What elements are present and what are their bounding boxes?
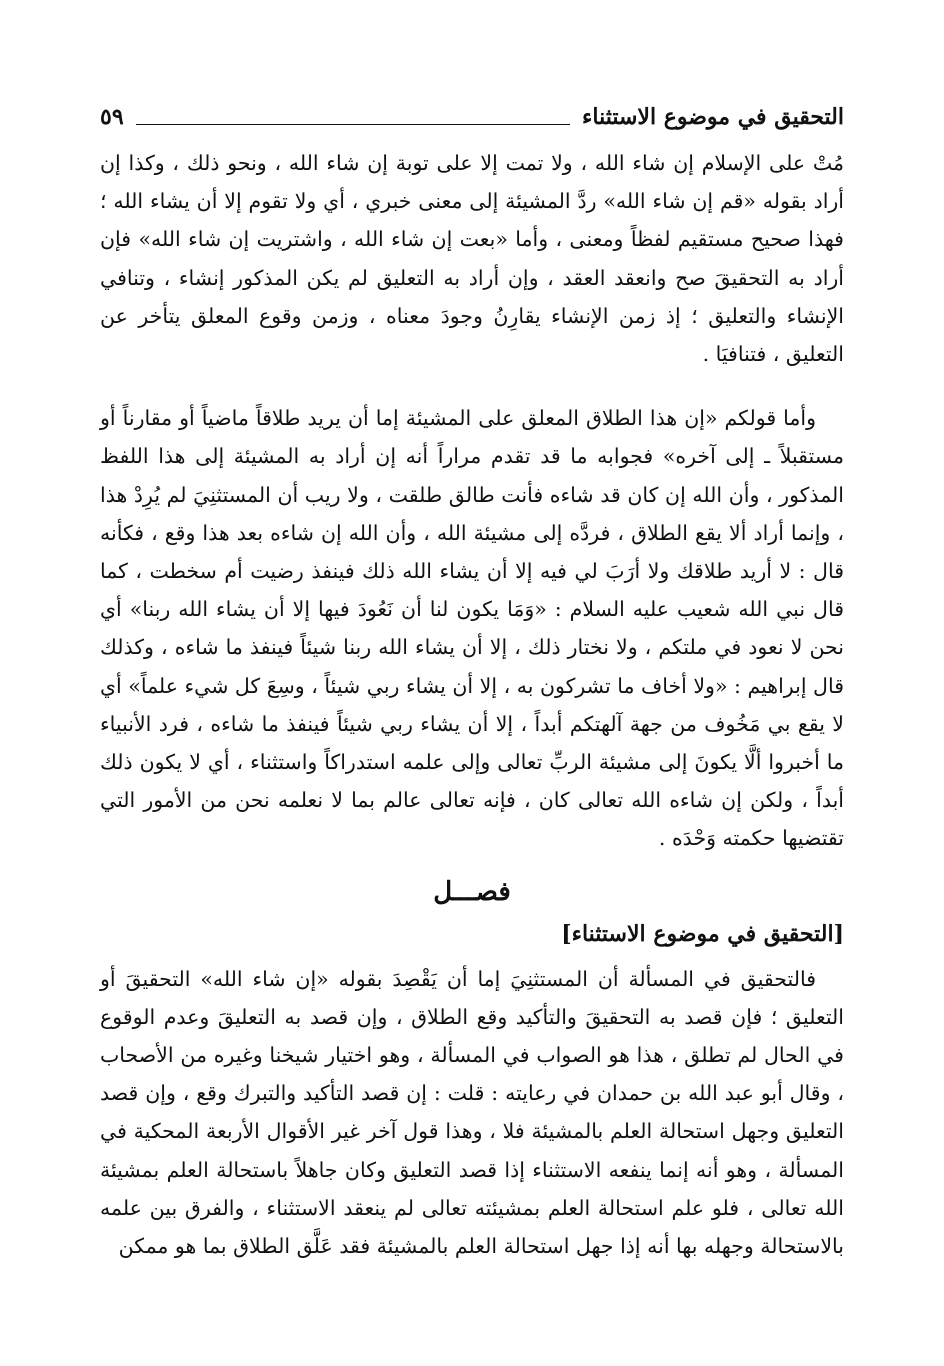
paragraph: مُتْ على الإسلام إن شاء الله ، ولا تمت إلا على توبة إن شاء الله ، ونحو ذلك ، وكذا إن أراد بقوله «قم إن شاء الله» ردَّ المشيئة إلى معنى خبري ، أي ولا تقوم إلا أن يشاء الله ؛ فهذا صحيح مستقيم لفظاً ومعنى ، وأما «بعت إن شاء الله ، واشتريت إن شاء الله» فإن أراد به التحقيقَ صح وانعقد العقد ، وإن أراد به التعليق لم يكن المذكور إنشاء ، وتنافي الإنشاء والتعليق ؛ إذ زمن الإنشاء يقارِنُ وجودَ معناه ، وزمن وقوع المعلق يتأخر عن التعليق ، فتنافيَا . [100, 151, 844, 367]
section-heading: فصـــل [433, 876, 511, 907]
section-subtitle: [التحقيق في موضوع الاستثناء] [561, 920, 844, 947]
running-header [100, 100, 844, 134]
page-number: ٥٩ [100, 104, 124, 130]
paragraph: وأما قولكم «إن هذا الطلاق المعلق على المشيئة إما أن يريد طلاقاً ماضياً أو مقارناً أو مستقبلاً ـ إلى آخره» فجوابه ما قد تقدم مراراً أنه إن أراد به المشيئة إلى هذا اللفظ المذكور ، وأن الله إن كان قد شاءه فأنت طالق طلقت ، ولا ريب أن المستثنِيَ لم يُرِدْ هذا ، وإنما أراد ألا يقع الطلاق ، فردَّه إلى مشيئة الله ، وأن الله إن شاءه بعد هذا وقع ، فكأنه قال : لا أريد طلاقك ولا أرَبَ لي فيه إلا أن يشاء الله ذلك فينفذ رضيت أم سخطت ، كما قال نبي الله شعيب عليه السلام : «وَمَا يكون لنا أن نَعُودَ فيها إلا أن يشاء الله ربنا» أي نحن لا نعود في ملتكم ، ولا نختار ذلك ، إلا أن يشاء الله ربنا شيئاً فينفذ ما شاءه ، وكذلك قال إبراهيم : «ولا أخاف ما تشركون به ، إلا أن يشاء ربي شيئاً ، وسِعَ كل شيء علماً» أي لا يقع بي مَخُوف من جهة آلهتكم أبداً ، إلا أن يشاء ربي شيئاً فينفذ ما شاءه ، فرد الأنبياء ما أخبروا ألَّا يكونَ إلى مشيئة الربِّ تعالى وإلى علمه استدراكاً واستثناء ، أي لا يكون ذلك أبداً ، ولكن إن شاءه الله تعالى كان ، فإنه تعالى عالم بما لا نعلمه نحن من الأمور التي تقتضيها حكمته وَحْدَه . [100, 406, 844, 851]
body-text [100, 144, 844, 1265]
header-rule [136, 124, 570, 125]
paragraph-gap [100, 373, 844, 399]
book-page [100, 0, 844, 1366]
running-title: التحقيق في موضوع الاستثناء [582, 104, 844, 130]
paragraph: فالتحقيق في المسألة أن المستثنِيَ إما أن يَقْصِدَ بقوله «إن شاء الله» التحقيقَ أو التعليق ؛ فإن قصد به التحقيقَ والتأكيد وقع الطلاق ، وإن قصد به التعليقَ وعدم الوقوع في الحال لم تطلق ، هذا هو الصواب في المسألة ، وهو اختيار شيخنا وغيره من الأصحاب ، وقال أبو عبد الله بن حمدان في رعايته : قلت : إن قصد التأكيد والتبرك وقع ، وإن قصد التعليق وجهل استحالة العلم بالمشيئة فلا ، وهذا قول آخر غير الأقوال الأربعة المحكية في المسألة ، وهو أنه إنما ينفعه الاستثناء إذا قصد التعليق وكان جاهلاً باستحالة العلم بمشيئة الله تعالى ، فلو علم استحالة العلم بمشيئته تعالى لم ينعقد الاستثناء ، والفرق بين علمه بالاستحالة وجهله بها أنه إذا جهل استحالة العلم بالمشيئة فقد عَلَّق الطلاق بما هو ممكن [100, 966, 844, 1259]
